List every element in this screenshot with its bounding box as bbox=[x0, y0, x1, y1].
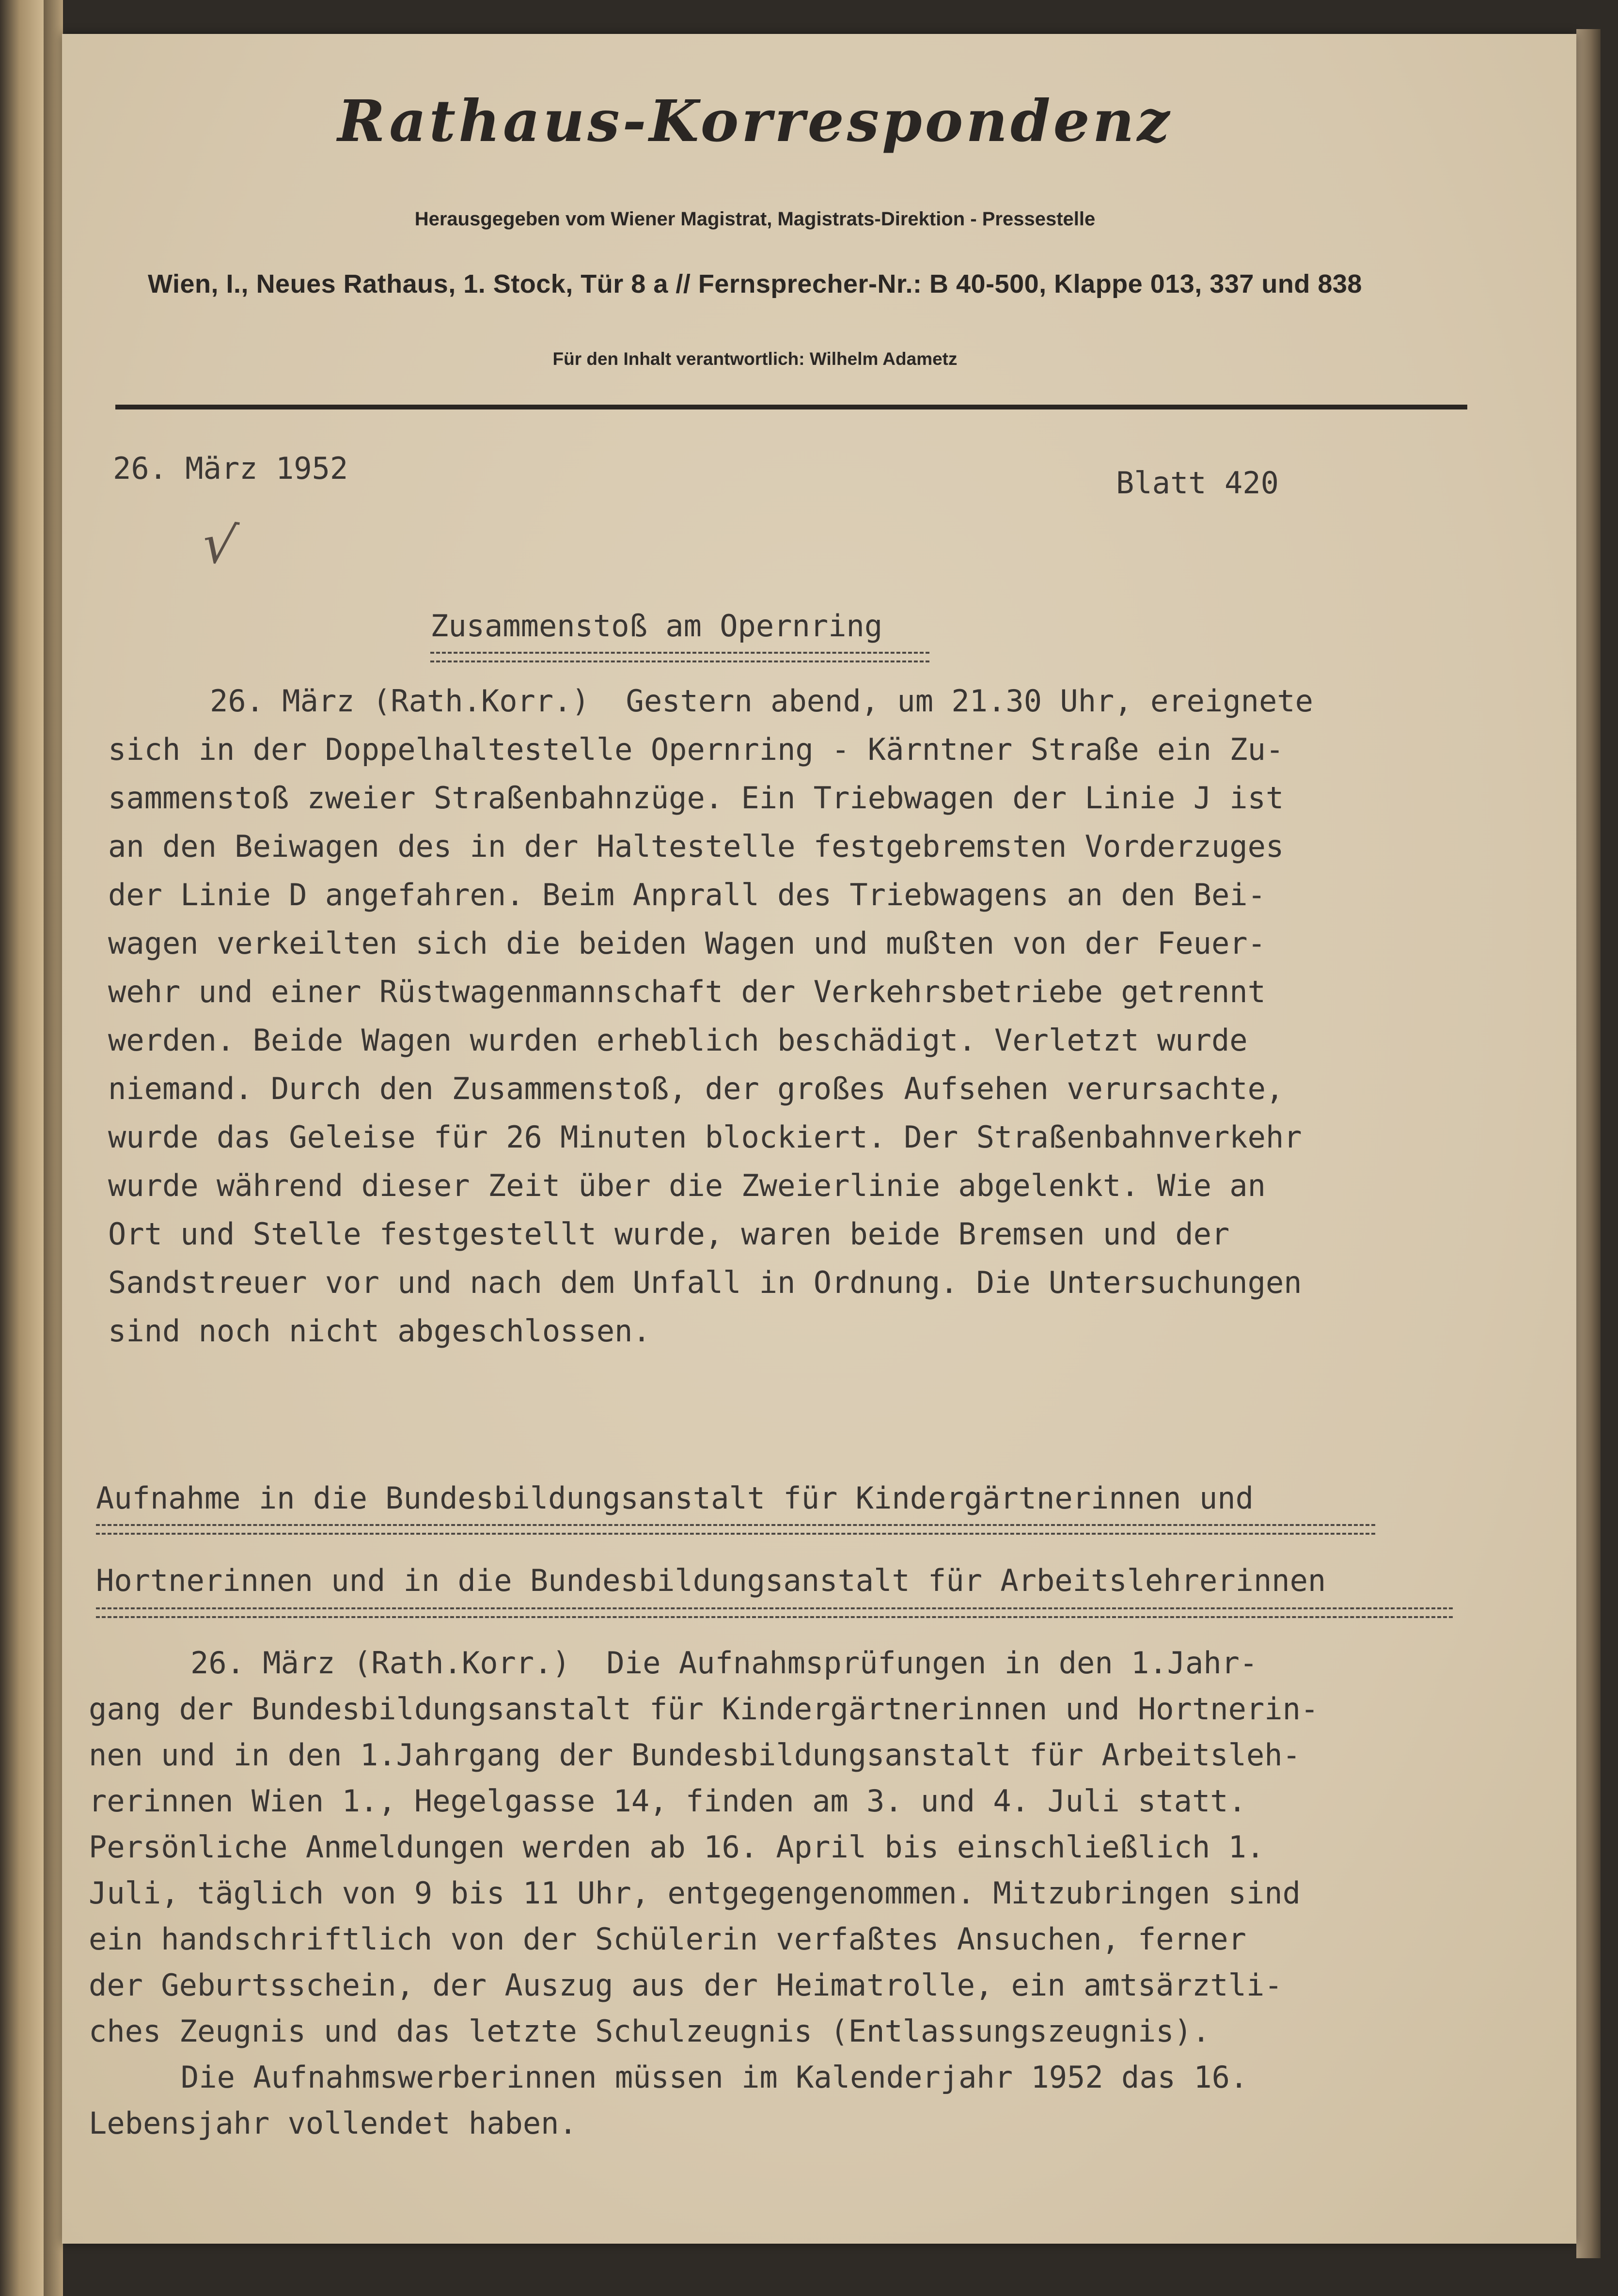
article1-line: wurde das Geleise für 26 Minuten blockiert. Der Straßenbahnverkehr bbox=[108, 1119, 1302, 1155]
article1-line: Sandstreuer vor und nach dem Unfall in Ordnung. Die Untersuchungen bbox=[108, 1265, 1302, 1300]
article2-line: Juli, täglich von 9 bis 11 Uhr, entgegengenommen. Mitzubringen sind bbox=[89, 1875, 1301, 1911]
article2-line: Die Aufnahmswerberinnen müssen im Kalenderjahr 1952 das 16. bbox=[181, 2060, 1248, 2095]
document-page bbox=[62, 34, 1576, 2244]
article2-line: rerinnen Wien 1., Hegelgasse 14, finden am 3. und 4. Juli statt. bbox=[89, 1783, 1246, 1819]
article2-title-line2: Hortnerinnen und in die Bundesbildungsanstalt für Arbeitslehrerinnen bbox=[96, 1563, 1326, 1598]
article1-line: wagen verkeilten sich die beiden Wagen und mußten von der Feuer- bbox=[108, 926, 1266, 961]
article1-line: wurde während dieser Zeit über die Zweierlinie abgelenkt. Wie an bbox=[108, 1168, 1266, 1203]
article1-line: 26. März (Rath.Korr.) Gestern abend, um 21.30 Uhr, ereignete bbox=[210, 683, 1313, 719]
date-line: 26. März 1952 bbox=[113, 451, 348, 486]
article1-line: sind noch nicht abgeschlossen. bbox=[108, 1313, 651, 1349]
article2-line: ches Zeugnis und das letzte Schulzeugnis (Entlassungszeugnis). bbox=[89, 2013, 1210, 2049]
article1-line: sammenstoß zweier Straßenbahnzüge. Ein Triebwagen der Linie J ist bbox=[108, 780, 1284, 816]
publisher-line: Herausgegeben vom Wiener Magistrat, Magistrats-Direktion - Pressestelle bbox=[414, 208, 1096, 230]
article1-title-underline bbox=[430, 652, 929, 662]
article2-line: 26. März (Rath.Korr.) Die Aufnahmsprüfungen in den 1.Jahr- bbox=[190, 1645, 1258, 1681]
article2-title-underline2 bbox=[96, 1607, 1453, 1618]
article2-line: der Geburtsschein, der Auszug aus der Heimatrolle, ein amtsärztli- bbox=[89, 1967, 1283, 2003]
article2-line: Lebensjahr vollendet haben. bbox=[89, 2106, 577, 2141]
sheet-number: Blatt 420 bbox=[1116, 465, 1279, 501]
previous-page-edge bbox=[0, 0, 44, 2296]
handwritten-checkmark: √ bbox=[198, 511, 241, 578]
article2-line: Persönliche Anmeldungen werden ab 16. April bis einschließlich 1. bbox=[89, 1829, 1265, 1865]
article1-line: Ort und Stelle festgestellt wurde, waren beide Bremsen und der bbox=[108, 1216, 1230, 1252]
article1-line: sich in der Doppelhaltestelle Opernring - Kärntner Straße ein Zu- bbox=[108, 732, 1284, 767]
article2-line: nen und in den 1.Jahrgang der Bundesbildungsanstalt für Arbeitsleh- bbox=[89, 1737, 1301, 1773]
article1-line: der Linie D angefahren. Beim Anprall des Triebwagens an den Bei- bbox=[108, 877, 1266, 912]
article2-title-underline1 bbox=[96, 1524, 1375, 1535]
header-rule bbox=[115, 405, 1467, 409]
article1-line: werden. Beide Wagen wurden erheblich beschädigt. Verletzt wurde bbox=[108, 1022, 1248, 1058]
article1-title: Zusammenstoß am Opernring bbox=[430, 608, 883, 644]
article2-title-line1: Aufnahme in die Bundesbildungsanstalt für Kindergärtnerinnen und bbox=[96, 1480, 1254, 1516]
responsible-line: Für den Inhalt verantwortlich: Wilhelm Adametz bbox=[552, 349, 958, 369]
masthead-title: Rathaus-Korrespondenz bbox=[337, 87, 1173, 155]
address-line: Wien, I., Neues Rathaus, 1. Stock, Tür 8 a // Fernsprecher-Nr.: B 40-500, Klappe 013, 337 und 838 bbox=[148, 269, 1362, 299]
article2-line: ein handschriftlich von der Schülerin verfaßtes Ansuchen, ferner bbox=[89, 1921, 1246, 1957]
article1-line: wehr und einer Rüstwagenmannschaft der Verkehrsbetriebe getrennt bbox=[108, 974, 1266, 1009]
article1-line: niemand. Durch den Zusammenstoß, der großes Aufsehen verursachte, bbox=[108, 1071, 1284, 1106]
article1-line: an den Beiwagen des in der Haltestelle festgebremsten Vorderzuges bbox=[108, 829, 1284, 864]
article2-line: gang der Bundesbildungsanstalt für Kindergärtnerinnen und Hortnerin- bbox=[89, 1691, 1319, 1727]
binding-spine bbox=[44, 0, 63, 2296]
page-stack-edge bbox=[1576, 29, 1601, 2258]
